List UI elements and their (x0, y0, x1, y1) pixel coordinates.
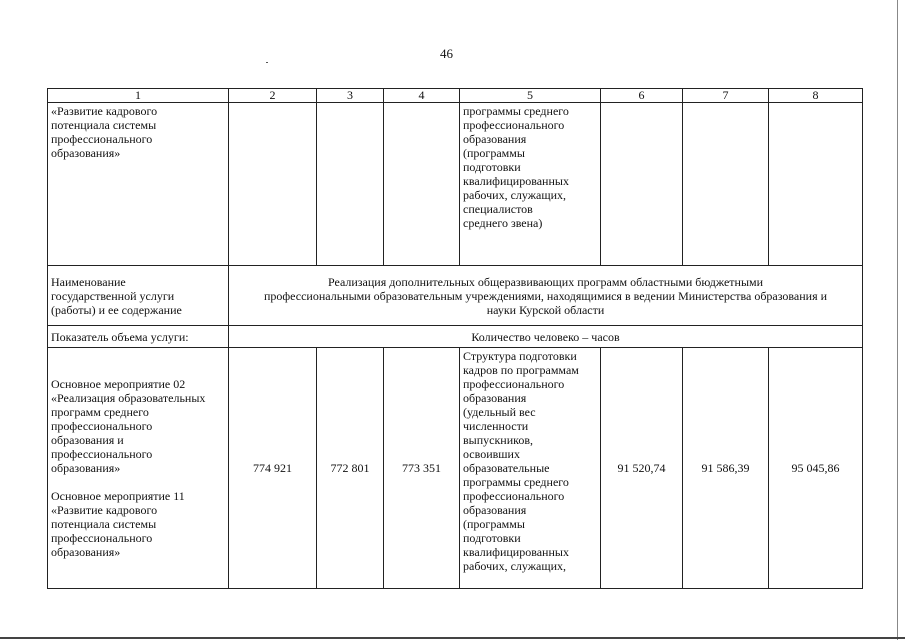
text-line: образовательные (463, 461, 550, 475)
indicator-structure-cell (460, 348, 601, 589)
volume-indicator-label: Показатель объема услуги: (48, 326, 229, 348)
text-line: науки Курской области (486, 302, 605, 317)
text-line: рабочих, служащих, (463, 188, 567, 202)
header-cell: 6 (601, 89, 683, 103)
header-cell: 8 (769, 89, 863, 103)
value-col3: 772 801 (317, 348, 384, 589)
empty-cell (683, 103, 769, 266)
page-number: 46 (440, 46, 453, 61)
text-line: (удельный вес (463, 405, 536, 419)
value-col8: 95 045,86 (769, 348, 863, 589)
text-line: среднего звена) (463, 216, 543, 230)
text-line: потенциала системы (51, 517, 157, 531)
value-col7: 91 586,39 (683, 348, 769, 589)
text-line: Наименование (51, 274, 126, 289)
text-line: профессионального (463, 377, 565, 391)
empty-cell (384, 103, 460, 266)
text-line: освоивших (463, 447, 520, 461)
text-line: специалистов (463, 202, 533, 216)
text-line: квалифицированных (463, 545, 569, 559)
text-line: Структура подготовки (463, 349, 577, 363)
text-line: рабочих, служащих, (463, 559, 567, 573)
text-line: образования и (51, 433, 124, 447)
empty-cell (769, 103, 863, 266)
value-col4: 773 351 (384, 348, 460, 589)
text-line: (работы) и ее содержание (51, 302, 182, 317)
budget-table (47, 88, 863, 589)
text-line: программ среднего (51, 405, 149, 419)
text-line: Основное мероприятие 11 (51, 489, 185, 503)
text-line: подготовки (463, 531, 521, 545)
value-col2: 774 921 (229, 348, 317, 589)
text-line: Реализация дополнительных общеразвивающих программ областными бюджетными (327, 274, 764, 289)
service-name-label-cell (48, 266, 229, 326)
scan-right-edge (897, 0, 898, 640)
service-name-row (48, 266, 863, 326)
table-row-continuation (48, 103, 863, 266)
text-line: образования» (51, 461, 121, 475)
text-line: профессиональными образовательным учреждениями, находящимися в ведении Министерства образования и (263, 288, 828, 303)
value-col6: 91 520,74 (601, 348, 683, 589)
text-line: профессионального (51, 531, 153, 545)
text-line: программы среднего (463, 104, 569, 118)
text-line: профессионального (51, 447, 153, 461)
text-line: профессионального (51, 419, 153, 433)
text-line: «Развитие кадрового (51, 503, 158, 517)
header-cell: 3 (317, 89, 384, 103)
text-line: программы среднего (463, 475, 569, 489)
text-line: образования (463, 132, 527, 146)
scan-bottom-edge (0, 637, 905, 639)
header-cell: 4 (384, 89, 460, 103)
scan-speck (266, 62, 268, 63)
text-line: (программы (463, 517, 525, 531)
text-line: профессионального (463, 489, 565, 503)
text-line: «Развитие кадрового (51, 104, 158, 118)
empty-cell (317, 103, 384, 266)
text-line: Основное мероприятие 02 (51, 377, 186, 391)
text-line: потенциала системы (51, 118, 157, 132)
text-line: подготовки (463, 160, 521, 174)
text-line: образования (463, 391, 527, 405)
text-line: образования» (51, 146, 121, 160)
text-line: выпускников, (463, 433, 534, 447)
text-line: профессионального (51, 132, 153, 146)
text-line: образования (463, 503, 527, 517)
header-cell: 7 (683, 89, 769, 103)
subprogram-name-cell (48, 103, 229, 266)
text-line: (программы (463, 146, 525, 160)
volume-indicator-row (48, 326, 863, 348)
main-activity-name-cell (48, 348, 229, 589)
text-line: «Реализация образовательных (51, 391, 206, 405)
spacer (51, 475, 225, 489)
text-line: кадров по программам (463, 363, 579, 377)
text-line: численности (463, 419, 529, 433)
header-cell: 5 (460, 89, 601, 103)
text-line: образования» (51, 545, 121, 559)
header-cell: 2 (229, 89, 317, 103)
volume-indicator-value: Количество человеко – часов (229, 326, 863, 348)
text-line: профессионального (463, 118, 565, 132)
header-cell: 1 (48, 89, 229, 103)
service-name-value-cell (229, 266, 863, 326)
empty-cell (229, 103, 317, 266)
main-activity-row (48, 348, 863, 589)
table-header-row (48, 89, 863, 103)
text-line: государственной услуги (51, 288, 175, 303)
indicator-cell (460, 103, 601, 266)
empty-cell (601, 103, 683, 266)
text-line: квалифицированных (463, 174, 569, 188)
